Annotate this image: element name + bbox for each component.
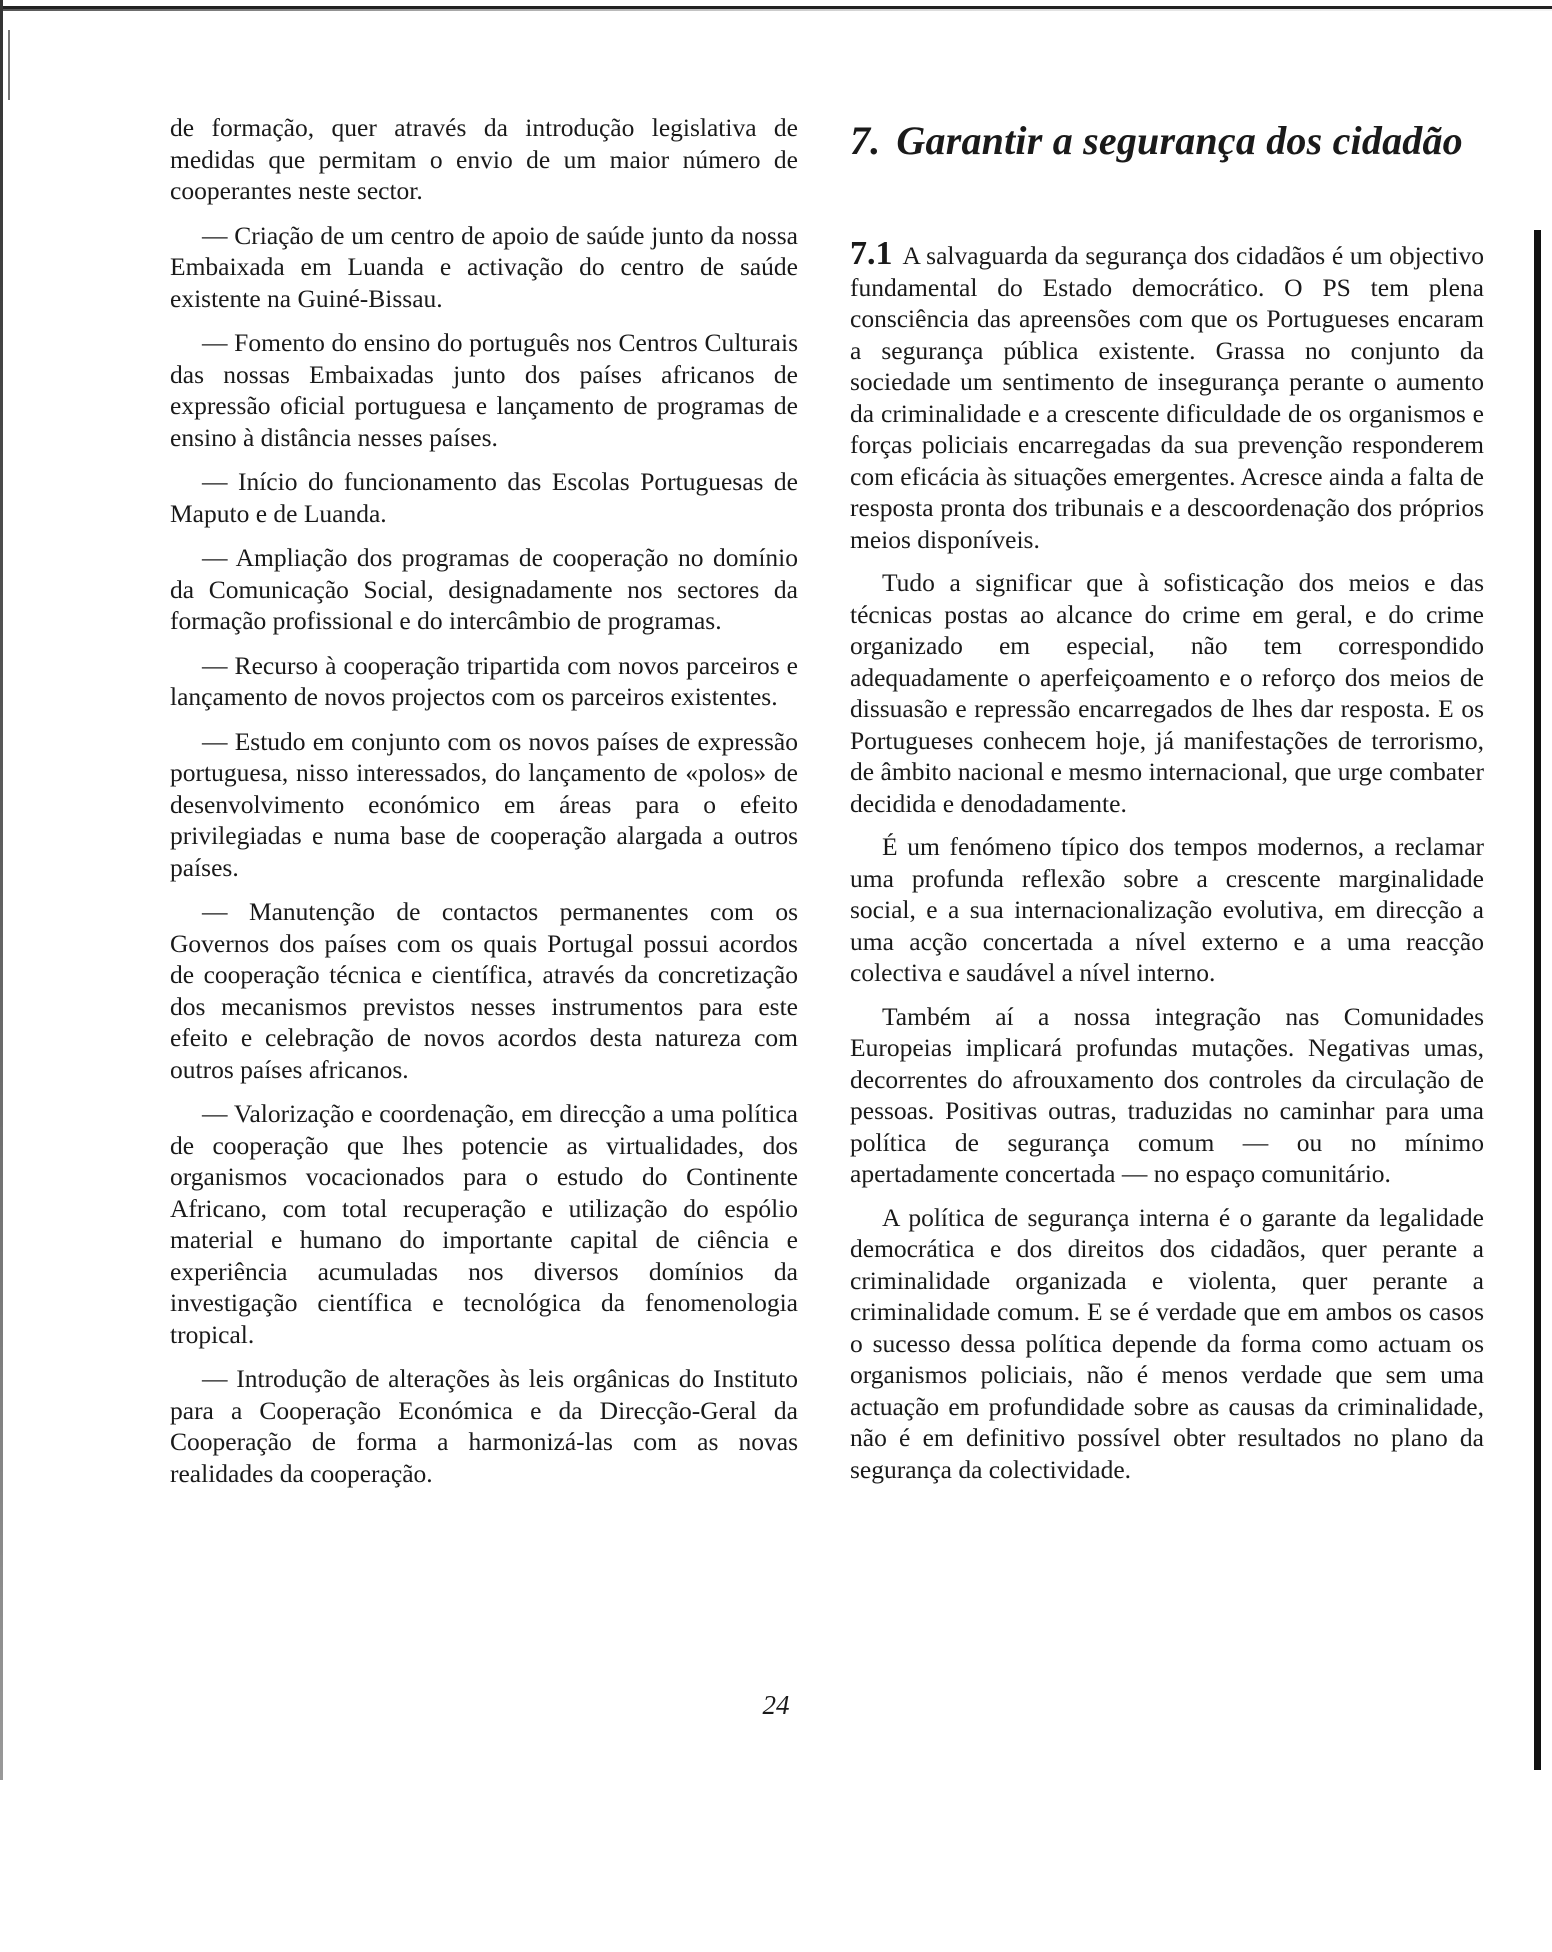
right-paragraph-1-text: A salvaguarda da segurança dos cidadãos é um objectivo fundamental do Estado democrático. O PS tem plena consciência das apreensões com que os Portugueses encaram a segurança pública existente. Grassa no conjunto da sociedade um sentimento de insegurança perante o aumento da criminalidade e a crescente dificuldade de os organismos e forças policiais encarregadas da sua prevenção responderem com eficácia às situações emergentes. Acresce ainda a falta de resposta pronta dos tribunais e a descoordenação dos próprios meios disponíveis. [850,241,1484,554]
scan-edge-left [0,0,3,1780]
left-paragraph-10: — Introdução de alterações às leis orgânicas do Instituto para a Cooperação Económica e da Direcção-Geral da Cooperação de forma a harmonizá-las com as novas realidades da cooperação. [170,1364,798,1488]
left-paragraph-4: — Início do funcionamento das Escolas Portuguesas de Maputo e de Luanda. [170,467,798,528]
right-column [850,112,1484,1497]
left-paragraph-5: — Ampliação dos programas de cooperação no domínio da Comunicação Social, designadamente nos sectores da formação profissional e do intercâmbio de programas. [170,543,798,635]
left-paragraph-3: — Fomento do ensino do português nos Centros Culturais das nossas Embaixadas junto dos países africanos de expressão oficial portuguesa e lançamento de programas de ensino à distância nesses países. [170,328,798,452]
page-number: 24 [762,1690,790,1720]
right-paragraph-1 [850,235,1484,555]
left-column [170,112,798,1502]
right-paragraph-3: É um fenómeno típico dos tempos modernos, a reclamar uma profunda reflexão sobre a crescente marginalidade social, e a sua internacionalização evolutiva, em direcção a uma acção concertada a nível externo e a uma reacção colectiva e saudável a nível interno. [850,832,1484,987]
scan-edge-top-shadow [0,9,1552,11]
section-heading [850,116,1484,166]
left-paragraph-8: — Manutenção de contactos permanentes com os Governos dos países com os quais Portugal possui acordos de cooperação técnica e científica, através da concretização dos mecanismos previstos nesses instrumentos para este efeito e celebração de novos acordos desta natureza com outros países africanos. [170,897,798,1084]
subsection-number: 7.1 [850,235,893,272]
right-paragraph-5: A política de segurança interna é o garante da legalidade democrática e dos direitos dos cidadãos, quer perante a criminalidade organizada e violenta, quer perante a criminalidade comum. E se é verdade que em ambos os casos o sucesso dessa política depende da forma como actuam os organismos policiais, não é menos verdade que sem uma actuação em profundidade sobre as causas da criminalidade, não é em definitivo possível obter resultados no plano da segurança da colectividade. [850,1202,1484,1484]
left-paragraph-9: — Valorização e coordenação, em direcção a uma política de cooperação que lhes potencie as virtualidades, dos organismos vocacionados para o estudo do Continente Africano, com total recuperação e utilização do espólio material e humano do importante capital de ciência e experiência acumuladas nos diversos domínios da investigação científica e tecnológica da fenomenologia tropical. [170,1099,798,1349]
left-paragraph-7: — Estudo em conjunto com os novos países de expressão portuguesa, nisso interessados, do lançamento de «polos» de desenvolvimento económico em áreas para o efeito privilegiadas e numa base de cooperação alargada a outros países. [170,726,798,882]
right-paragraph-4: Também aí a nossa integração nas Comunidades Europeias implicará profundas mutações. Negativas umas, decorrentes do afrouxamento dos controles da circulação de pessoas. Positivas outras, traduzidas no caminhar para uma política de segurança comum — ou no mínimo apertadamente concertada — no espaço comunitário. [850,1001,1484,1188]
right-paragraph-2: Tudo a significar que à sofisticação dos meios e das técnicas postas ao alcance do crime em geral, e do crime organizado em especial, não tem correspondido adequadamente o aperfeiçoamento e o reforço dos meios de dissuasão e repressão encarregados de lhes dar resposta. E os Portugueses conhecem hoje, já manifestações de terrorismo, de âmbito nacional e mesmo internacional, que urge combater decidida e denodadamente. [850,568,1484,818]
left-paragraph-6: — Recurso à cooperação tripartida com novos parceiros e lançamento de novos projectos com os parceiros existentes. [170,650,798,711]
section-number: 7. [850,118,881,163]
left-paragraph-1: de formação, quer através da introdução legislativa de medidas que permitam o envio de um maior número de cooperantes neste sector. [170,113,798,205]
section-title: Garantir a segurança dos cidadão [896,118,1463,163]
scan-mark-left [8,30,10,100]
scan-edge-right [1534,230,1541,1770]
left-paragraph-2: — Criação de um centro de apoio de saúde junto da nossa Embaixada em Luanda e activação do centro de saúde existente na Guiné-Bissau. [170,220,798,313]
